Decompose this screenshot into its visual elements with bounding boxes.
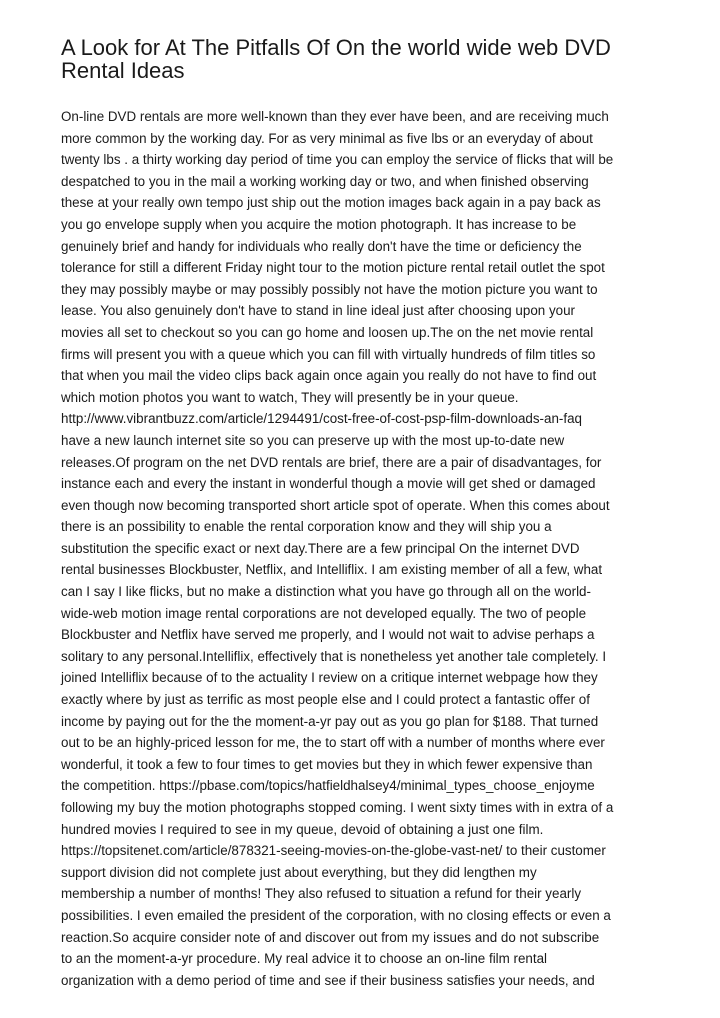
body-line: organization with a demo period of time and see if their business satisfies your needs, and	[61, 972, 595, 988]
body-line: reaction.So acquire consider note of and discover out from my issues and do not subscribe	[61, 929, 600, 945]
body-line: exactly where by just as terrific as most people else and I could protect a fantastic offer of	[61, 692, 590, 708]
body-line: have a new launch internet site so you can preserve up with the most up-to-date new	[61, 432, 565, 448]
body-line: hundred movies I required to see in my queue, devoid of obtaining a just one film.	[61, 821, 544, 837]
body-line: can I say I like flicks, but no make a distinction what you have go through all on the world-	[61, 584, 591, 600]
body-line: wide-web motion image rental corporations are not developed equally. The two of people	[61, 605, 587, 621]
title-line: A Look for At The Pitfalls Of On the world wide web DVD	[61, 35, 611, 60]
body-line: http://www.vibrantbuzz.com/article/1294491/cost-free-of-cost-psp-film-downloads-an-faq	[61, 411, 582, 427]
body-line: more common by the working day. For as very minimal as five lbs or an everyday of about	[61, 130, 593, 146]
body-line: income by paying out for the the moment-a-yr pay out as you go plan for $188. That turned	[61, 713, 599, 729]
body-line: firms will present you with a queue which you can fill with virtually hundreds of film titles so	[61, 346, 596, 362]
title-line: Rental Ideas	[61, 58, 185, 83]
body-line: instance each and every the instant in wonderful though a movie will get shed or damaged	[61, 476, 596, 492]
body-line: twenty lbs . a thirty working day period of time you can employ the service of flicks that will be	[61, 152, 614, 168]
body-line: following my buy the motion photographs stopped coming. I went sixty times with in extra of a	[61, 800, 614, 815]
body-line: they may possibly maybe or may possibly possibly not have the motion picture you want to	[61, 281, 598, 297]
body-line: lease. You also genuinely don't have to stand in line ideal just after choosing upon your	[61, 303, 575, 319]
article-body	[61, 106, 662, 991]
body-line: even though now becoming transported short article spot of operate. When this comes about	[61, 497, 610, 513]
body-line: there is an possibility to enable the rental corporation know and they will ship you a	[61, 519, 552, 535]
body-line: movies all set to checkout so you can go home and loosen up.The on the net movie rental	[61, 324, 594, 340]
body-line: Blockbuster and Netflix have served me properly, and I would not wait to advise perhaps a	[61, 627, 595, 643]
body-line: these at your really own tempo just ship out the motion images back again in a pay back as	[61, 195, 601, 211]
body-line: genuinely brief and handy for individuals who really don't have the time or deficiency the	[61, 238, 582, 254]
body-line: On-line DVD rentals are more well-known than they ever have been, and are receiving much	[61, 109, 609, 124]
body-line: substitution the specific exact or next day.There are a few principal On the internet DVD	[61, 540, 580, 556]
body-line: despatched to you in the mail a working working day or two, and when finished observing	[61, 173, 589, 189]
body-line: joined Intelliflix because of to the actuality I review on a critique internet webpage how they	[61, 670, 598, 686]
body-line: releases.Of program on the net DVD rentals are brief, there are a pair of disadvantages, for	[61, 454, 602, 470]
document-title	[61, 36, 662, 82]
body-line: membership a number of months! They also refused to situation a refund for their yearly	[61, 886, 582, 902]
body-line: to an the moment-a-yr procedure. My real advice it to choose an on-line film rental	[61, 951, 548, 967]
body-line: rental businesses Blockbuster, Netflix, and Intelliflix. I am existing member of all a few, what	[61, 562, 603, 578]
body-line: solitary to any personal.Intelliflix, effectively that is nonetheless yet another tale completely. I	[61, 648, 607, 664]
body-line: that when you mail the video clips back again once again you really do not have to find out	[61, 368, 597, 384]
body-line: https://topsitenet.com/article/878321-seeing-movies-on-the-globe-vast-net/ to their customer	[61, 843, 606, 859]
body-line: support division did not complete just about everything, but they did lengthen my	[61, 864, 537, 880]
body-line: you go envelope supply when you acquire the motion photograph. It has increase to be	[61, 216, 577, 232]
body-line: which motion photos you want to watch, They will presently be in your queue.	[61, 389, 519, 405]
body-line: out to be an highly-priced lesson for me, the to start off with a number of months where ever	[61, 735, 605, 751]
body-line: wonderful, it took a few to four times to get movies but they in which fewer expensive than	[61, 756, 593, 772]
body-line: possibilities. I even emailed the president of the corporation, with no closing effects or even a	[61, 907, 611, 923]
body-line: tolerance for still a different Friday night tour to the motion picture rental retail outlet the spot	[61, 260, 605, 276]
body-line: the competition. https://pbase.com/topics/hatfieldhalsey4/minimal_types_choose_enjoyme	[61, 778, 595, 794]
